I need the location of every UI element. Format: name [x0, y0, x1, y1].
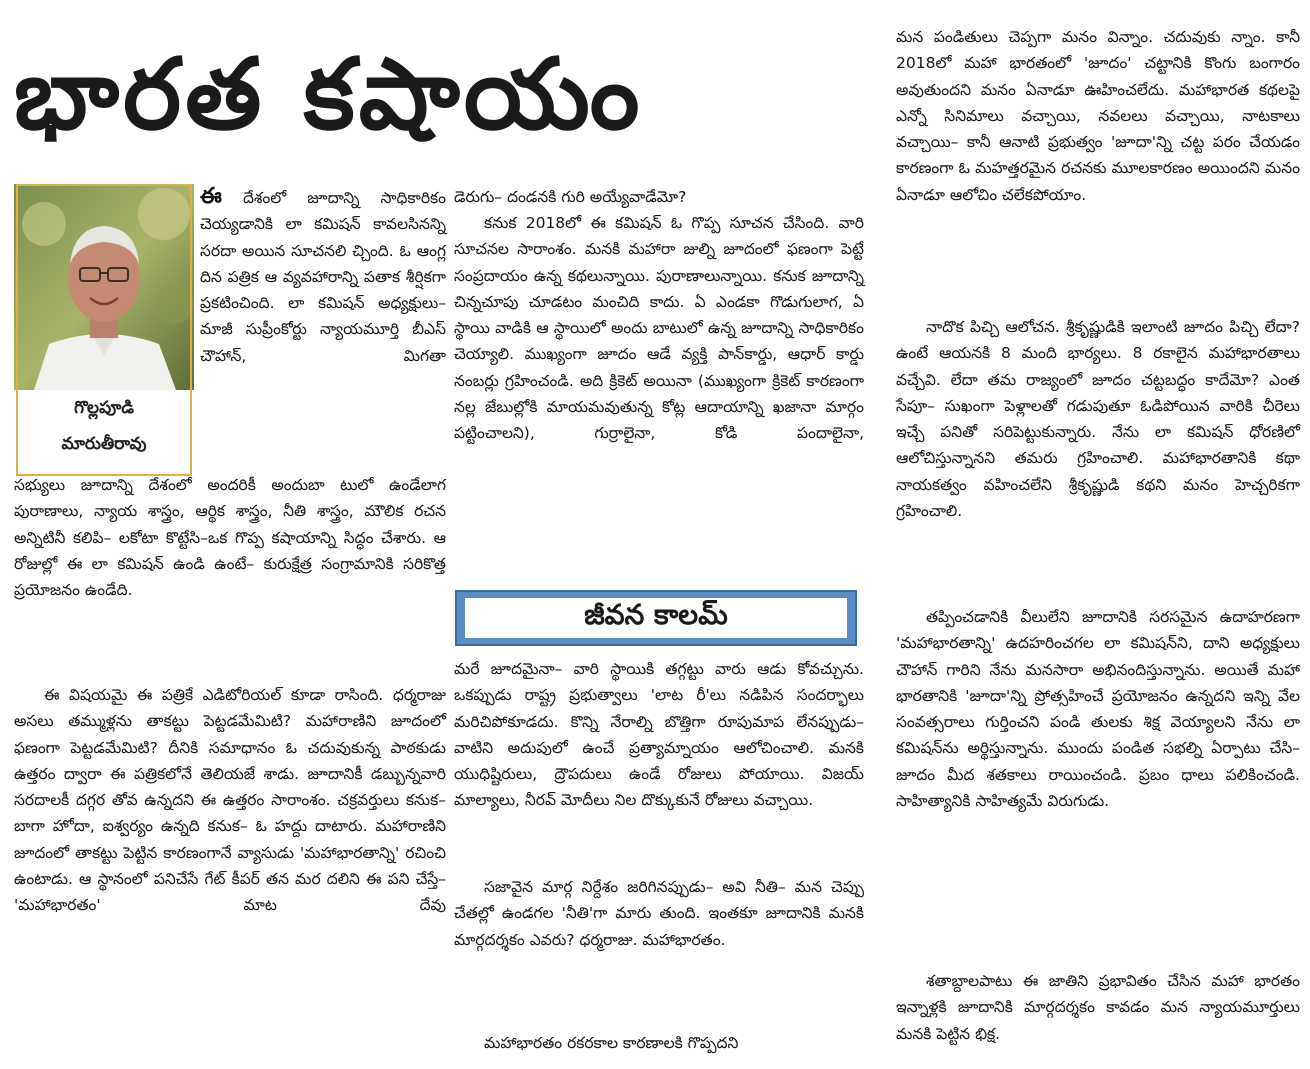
col2-paragraph-3: మరే జూదమైనా– వారి స్థాయికి తగ్గట్టు వారు ఆడు కోవచ్చును. ఒకప్పుడు రాష్ట్ర ప్రభుత్వాలు 'లాట రీ'లు నడిపిన సందర్భాలు మరిచిపోకూడదు. కొన్ని నేరాల్ని బొత్తిగా రూపుమాప లేనప్పుడు– వాటిని అదుపులో ఉంచే ప్రత్యామ్నాయం ఆలోచించాలి. మనకి యుధిష్టిరులు, ద్రౌపదులు ఉండే రోజులు పోయాయి. విజయ్ మాల్యాలు, నీరవ్ మోదీలు నిల దొక్కుకునే రోజులు వచ్చాయి. [454, 660, 864, 810]
col1-paragraph-1-full: సభ్యులు జూదాన్ని దేశంలో అందరికీ అందుబా టులో ఉండేలాగ పురాణాలు, న్యాయ శాస్త్రం, ఆర్థిక శాస్త్రం, నీతి శాస్త్రం, మౌలిక రచన అన్నిటినీ కలిపి– లకోటా కొట్టేసి–ఒక గొప్ప కషాయాన్ని సిద్ధం చేశారు. ఆ రోజుల్లో ఈ లా కమిషన్ ఉండి ఉంటే– కురుక్షేత్ర సంగ్రామానికి సరికొత్త ప్రయోజనం ఉండేది. [14, 476, 446, 600]
col3-paragraph-3: తప్పించడానికి వీలులేని జూదానికి సరసమైన ఉదాహరణగా 'మహాభారతాన్ని' ఉదహరించగల లా కమిషన్‌ని, దాని అధ్యక్షులు చౌహాన్ గారిని నేను మనసారా అభినందిస్తున్నాను. అయితే మహా భారతానికి 'జూదా'న్ని ప్రోత్సహించే ప్రయోజనం ఉన్నదని ఇన్ని వేల సంవత్సరాలు గుర్తించని పండి తులకు శిక్ష వెయ్యాలని నేను లా కమిషన్‌ను అర్థిస్తున్నాను. ముందు పండిత సభల్ని ఏర్పాటు చేసి– జూదం మీద శతకాలు రాయించండి. ప్రబం ధాలు పలికించండి. సాహిత్యానికి సాహిత్యమే విరుగుడు. [896, 608, 1300, 811]
author-name-line2: మారుతీరావు [61, 434, 147, 454]
col1-paragraph-1-narrow [200, 184, 446, 369]
column-banner-title: జీవన కాలమ్ [465, 598, 847, 638]
col2-paragraph-1: డెరుగు– దండనకి గురి అయ్యేవాడేమో? [454, 188, 687, 206]
col3-paragraph-4: శతాబ్దాలపాటు ఈ జాతిని ప్రభావితం చేసిన మహా భారతం ఇన్నాళ్లకి జూదానికి మార్గదర్శకం కావడం మన న్యాయమూర్తులు మనకి పెట్టిన భిక్ష. [896, 972, 1300, 1043]
author-portrait-image [14, 184, 194, 390]
column-banner [455, 590, 857, 646]
col2-paragraph-4: సజావైన మార్గ నిర్దేశం జరిగినప్పుడు– అవి నీతి– మన చెప్పు చేతల్లో ఉండగల 'నీతి'గా మారు తుంది. ఇంతకూ జూదానికి మనకి మార్గదర్శకం ఎవరు? ధర్మరాజు. మహాభారతం. [454, 878, 864, 949]
author-photo [14, 184, 194, 390]
article-title: భారత కషాయం [14, 38, 644, 152]
col1-paragraph-2: ఈ విషయమై ఈ పత్రికే ఎడిటోరియల్ కూడా రాసింది. ధర్మరాజు అసలు తమ్ముళ్లను తాకట్టు పెట్టడమేమిటి? మహారాణిని జూదంలో ఫణంగా పెట్టడమేమిటి? దీనికి సమాధానం ఓ చదువుకున్న పాఠకుడు ఉత్తరం ద్వారా ఈ పత్రికలోనే తెలియజే శాడు. జూదానికీ డబ్బున్నవారి సరదాలకీ దగ్గర తోవ ఉన్నదని ఈ ఉత్తరం సారాంశం. చక్రవర్తులు కనుక– బాగా హోదా, ఐశ్వర్యం ఉన్నది కనుక– ఓ హద్దు దాటారు. మహారాణిని జూదంలో తాకట్టు పెట్టిన కారణంగానే వ్యాసుడు 'మహాభారతాన్ని' రచించి ఉంటాడు. ఆ స్థానంలో పనిచేసే గేట్ కీపర్ తన మర దలిని ఈ పని చేస్తే– 'మహాభారతం' మాట దేవు [14, 686, 446, 915]
drop-cap: ఈ [200, 184, 222, 209]
col2-paragraph-5: మహాభారతం రకరకాల కారణాలకి గొప్పదని [484, 1034, 739, 1052]
author-name-line1: గొల్లపూడి [74, 398, 134, 418]
author-caption [14, 390, 194, 476]
col3-paragraph-2: నాదొక పిచ్చి ఆలోచన. శ్రీకృష్ణుడికి ఇలాంటి జూదం పిచ్చి లేదా? ఉంటే ఆయనకి 8 మంది భార్యలు. 8 రకాలైన మహాభారతాలు వచ్చేవి. లేదా తమ రాజ్యంలో జూదం చట్టబద్ధం కాదేమో? ఎంత సేపూ– సుఖంగా పెళ్లాలతో గడుపుతూ ఓడిపోయిన వారికి చీరెలు ఇచ్చే పనితో సరిపెట్టుకున్నారు. నేను లా కమిషన్ ధోరణిలో ఆలోచిస్తున్నానని తమరు గ్రహించాలి. మహాభారతానికి కథా నాయకత్వం వహించలేని శ్రీకృష్ణుడి కథని మనం హెచ్చరికగా గ్రహించాలి. [896, 318, 1300, 521]
col2-paragraph-2: కనుక 2018లో ఈ కమిషన్ ఓ గొప్ప సూచన చేసింది. వారి సూచనల సారాంశం. మనకి మహారా జుల్ని జూదంలో ఫణంగా పెట్టే సంప్రదాయం ఉన్న కథలున్నాయి. పురాణాలున్నాయి. కనుక జూదాన్ని చిన్నచూపు చూడటం మంచిది కాదు. ఏ ఎండకా గొడుగులాగ, ఏ స్థాయి వాడికి ఆ స్థాయిలో అందు బాటులో ఉన్న జూదాన్ని సాధికారికం చెయ్యాలి. ముఖ్యంగా జూదం ఆడే వ్యక్తి పాన్‌కార్డు, ఆధార్ కార్డు నంబర్లు గ్రహించండి. అది క్రికెట్ అయినా (ముఖ్యంగా క్రికెట్ కారణంగా నల్ల జేబుల్లోకి మాయమవుతున్న కోట్ల ఆదాయాన్ని ఖజానా మార్గం పట్టించాలని), గుర్రాలైనా, కోడి పందాలైనా, [454, 214, 864, 443]
col3-paragraph-1: మన పండితులు చెప్పగా మనం విన్నాం. చదువుకు న్నాం. కానీ 2018లో మహా భారతంలో 'జూదం' చట్టానికి కొంగు బంగారం అవుతుందని మనం ఏనాడూ ఊహించలేదు. మహాభారత కథలపై ఎన్నో సినిమాలు వచ్చాయి, నవలలు వచ్చాయి, నాటకాలు వచ్చాయి– కానీ ఆనాటి ప్రభుత్వం 'జూదా'న్ని చట్ట పరం చేయడం కారణంగా ఓ మహత్తరమైన రచనకు మూలకారణం అయిందని మనం ఏనాడూ ఆలోచిం చలేకపోయాం. [896, 28, 1300, 204]
col1-paragraph-1-text: దేశంలో జూదాన్ని సాధికారికం చెయ్యడానికి లా కమిషన్ కావలసినన్ని సరదా అయిన సూచనలి చ్చింది. ఓ ఆంగ్ల దిన పత్రిక ఆ వ్యవహారాన్ని పతాక శీర్షికగా ప్రకటించింది. లా కమిషన్ అధ్యక్షులు– మాజీ సుప్రీంకోర్టు న్యాయమూర్తి బీఎస్ చౌహాన్, మిగతా [200, 189, 446, 365]
